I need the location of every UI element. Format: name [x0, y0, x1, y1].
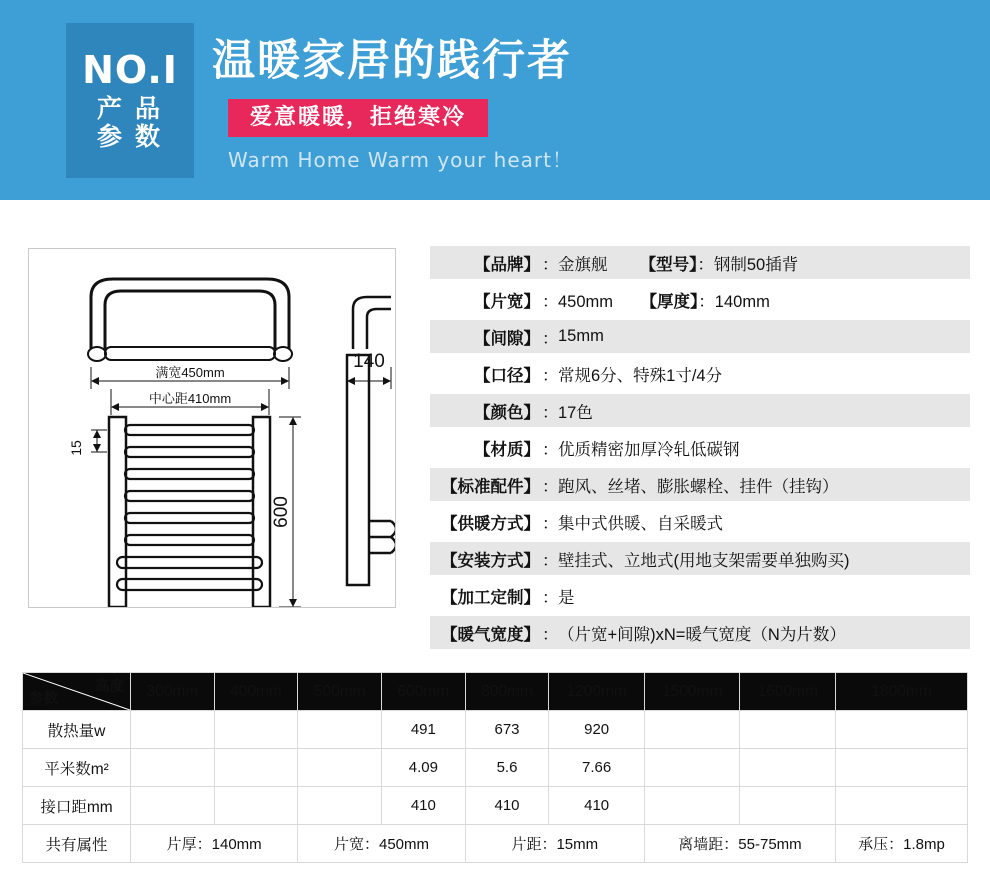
badge-cn-line1: 产 品: [97, 94, 163, 123]
table-col-header: 1600mm: [740, 673, 836, 711]
dim-height: 600: [271, 496, 292, 528]
table-col-header: 1500mm: [644, 673, 740, 711]
parameters-table: [22, 672, 968, 863]
spec-row-width: [430, 283, 970, 316]
table-cell: 5.6: [465, 749, 549, 787]
table-cell: [740, 787, 836, 825]
table-col-header: 1800mm: [836, 673, 968, 711]
header-banner: [0, 0, 990, 200]
spec-colon: ：: [542, 366, 559, 385]
table-cell: [644, 787, 740, 825]
dim-gap: 15: [68, 440, 84, 456]
table-common-cell: 承压：1.8mp: [836, 825, 968, 863]
table-col-header: 600mm: [382, 673, 466, 711]
spec-value-caliber: 常规6分、特殊1寸/4分: [558, 366, 723, 385]
spec-value-brand-text: 金旗舰: [558, 255, 608, 274]
spec-colon: ：: [542, 514, 559, 533]
table-corner-cell: [23, 673, 131, 711]
table-corner-bottom-label: 参数: [29, 691, 58, 707]
spec-colon: ：: [542, 255, 559, 274]
spec-label-heating-mode: 【供暖方式】: [441, 514, 540, 533]
table-row-label: 散热量w: [23, 711, 131, 749]
spec-colon: ：: [542, 403, 559, 422]
no1-badge: [66, 23, 194, 178]
table-cell: [131, 787, 215, 825]
spec-label-material: 【材质】: [474, 440, 540, 459]
spec-value-model: 钢制50插背: [713, 255, 799, 274]
table-cell: 4.09: [382, 749, 466, 787]
spec-label-thickness: 【厚度】: [640, 292, 699, 311]
banner-subtitle-box: [228, 99, 488, 137]
spec-colon: ：: [542, 329, 559, 348]
table-cell: 410: [465, 787, 549, 825]
table-common-cell: 片宽：450mm: [298, 825, 465, 863]
table-cell: 673: [465, 711, 549, 749]
spec-row-heating-mode: [430, 505, 970, 538]
spec-value-brand: [558, 251, 970, 275]
spec-value-gap: 15mm: [558, 327, 604, 345]
table-cell: [836, 711, 968, 749]
product-drawing-panel: [28, 248, 396, 608]
spec-label-radiator-width: 【暖气宽度】: [441, 625, 540, 644]
table-common-label: 共有属性: [23, 825, 131, 863]
table-cell: [298, 787, 382, 825]
table-col-header: 1200mm: [549, 673, 645, 711]
spec-colon-model: ：: [697, 255, 714, 274]
table-cell: [836, 749, 968, 787]
table-row-label: 平米数m²: [23, 749, 131, 787]
spec-value-heating-mode: 集中式供暖、自采暖式: [558, 514, 723, 533]
table-cell: 491: [382, 711, 466, 749]
spec-colon: ：: [542, 588, 559, 607]
table-col-header: 500mm: [298, 673, 382, 711]
spec-row-material: [430, 431, 970, 464]
spec-section: [0, 200, 990, 660]
table-cell: [740, 749, 836, 787]
spec-row-accessories: [430, 468, 970, 501]
spec-value-width-text: 450mm: [558, 292, 614, 311]
spec-value-material: 优质精密加厚冷轧低碳钢: [558, 440, 740, 459]
parameters-table-wrap: [22, 672, 968, 863]
table-row: [23, 749, 968, 787]
table-cell: [298, 711, 382, 749]
table-cell: [298, 749, 382, 787]
table-col-header: 400mm: [214, 673, 298, 711]
table-cell: 7.66: [549, 749, 645, 787]
dim-full-width: 满宽450mm: [155, 365, 225, 380]
spec-row-radiator-width: [430, 616, 970, 649]
spec-label-gap: 【间隙】: [474, 329, 540, 348]
spec-label-install-mode: 【安装方式】: [441, 551, 540, 570]
spec-label-brand: 【品牌】: [474, 255, 540, 274]
spec-row-gap: [430, 320, 970, 353]
spec-label-accessories: 【标准配件】: [441, 477, 540, 496]
spec-label-customization: 【加工定制】: [441, 588, 540, 607]
spec-value-customization: 是: [558, 588, 575, 607]
table-cell: 410: [549, 787, 645, 825]
spec-row-install-mode: [430, 542, 970, 575]
spec-colon: ：: [542, 292, 559, 311]
spec-colon: ：: [542, 551, 559, 570]
table-cell: 920: [549, 711, 645, 749]
spec-label-color: 【颜色】: [474, 403, 540, 422]
table-cell: [740, 711, 836, 749]
table-common-cell: 片厚：140mm: [131, 825, 298, 863]
spec-value-thickness: 140mm: [714, 292, 770, 311]
table-header-row: [23, 673, 968, 711]
spec-value-install-mode: 壁挂式、立地式(用地支架需要单独购买): [558, 551, 850, 570]
spec-label-caliber: 【口径】: [474, 366, 540, 385]
spec-value-radiator-width: （片宽+间隙)xN=暖气宽度（N为片数）: [558, 625, 846, 644]
table-common-cell: 离墙距：55-75mm: [644, 825, 835, 863]
badge-cn-line2: 参 数: [97, 122, 163, 151]
spec-label-width: 【片宽】: [474, 292, 540, 311]
spec-row-customization: [430, 579, 970, 612]
table-col-header: 300mm: [131, 673, 215, 711]
banner-title: 温暖家居的践行者: [212, 37, 572, 85]
spec-colon: ：: [542, 625, 559, 644]
spec-value-width: [558, 288, 970, 312]
table-cell: [644, 711, 740, 749]
table-cell: [131, 711, 215, 749]
banner-english-tagline: Warm Home Warm your heart！: [228, 148, 573, 172]
table-common-row: [23, 825, 968, 863]
spec-colon: ：: [542, 477, 559, 496]
table-col-header: 800mm: [465, 673, 549, 711]
dim-center-distance: 中心距410mm: [148, 391, 232, 406]
table-corner-top-label: 高度: [95, 679, 124, 695]
table-cell: [131, 749, 215, 787]
spec-value-color: 17色: [558, 403, 593, 422]
table-row-label: 接口距mm: [23, 787, 131, 825]
table-row: [23, 787, 968, 825]
spec-row-brand: [430, 246, 970, 279]
table-row: [23, 711, 968, 749]
spec-colon: ：: [542, 440, 559, 459]
badge-no-label: NO.I: [82, 47, 178, 92]
table-cell: [644, 749, 740, 787]
radiator-technical-drawing: [29, 249, 395, 607]
table-cell: [836, 787, 968, 825]
table-cell: [214, 711, 298, 749]
banner-subtitle: 爱意暖暖，拒绝寒冷: [250, 104, 467, 129]
table-cell: [214, 749, 298, 787]
spec-row-color: [430, 394, 970, 427]
table-cell: [214, 787, 298, 825]
table-common-cell: 片距：15mm: [465, 825, 644, 863]
dim-thickness: 140: [353, 351, 385, 372]
spec-value-accessories: 跑风、丝堵、膨胀螺栓、挂件（挂钩）: [558, 477, 839, 496]
spec-label-model: 【型号】: [639, 255, 698, 274]
spec-colon-thickness: ：: [698, 292, 715, 311]
spec-row-caliber: [430, 357, 970, 390]
table-cell: 410: [382, 787, 466, 825]
spec-list: [430, 246, 970, 653]
